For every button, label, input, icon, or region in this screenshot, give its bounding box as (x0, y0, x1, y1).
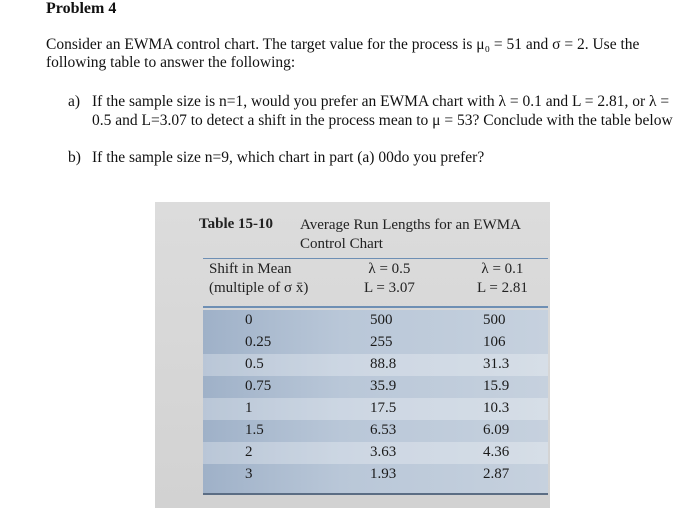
header-col2-line1: λ = 0.1 (481, 261, 524, 277)
cell-shift: 0.25 (245, 334, 272, 350)
table-number: Table 15-10 (199, 216, 274, 232)
header-col2-line2: L = 2.81 (477, 280, 528, 296)
table-top-rule (203, 258, 548, 259)
cell-shift: 1 (245, 400, 253, 416)
header-col-lambda-05 (364, 260, 415, 298)
cell-lambda-01: 31.3 (483, 356, 510, 372)
table-bottom-rule (203, 493, 548, 495)
question-b-text: If the sample size n=9, which chart in part (a) 00do you prefer? (92, 149, 485, 166)
cell-shift: 0.75 (245, 378, 272, 394)
cell-lambda-05: 1.93 (370, 466, 397, 482)
cell-shift: 0 (245, 312, 253, 328)
header-shift-line1: Shift in Mean (209, 261, 292, 277)
cell-lambda-05: 255 (370, 334, 393, 350)
cell-lambda-05: 17.5 (370, 400, 397, 416)
cell-lambda-05: 500 (370, 312, 393, 328)
table-photo (155, 202, 550, 508)
cell-lambda-05: 3.63 (370, 444, 397, 460)
cell-lambda-01: 10.3 (483, 400, 510, 416)
cell-lambda-01: 2.87 (483, 466, 510, 482)
cell-lambda-05: 35.9 (370, 378, 397, 394)
problem-title: Problem 4 (46, 0, 117, 17)
cell-lambda-05: 6.53 (370, 422, 397, 438)
header-shift (209, 260, 308, 298)
header-col1-line1: λ = 0.5 (368, 261, 411, 277)
question-b-label: b) (68, 149, 81, 166)
cell-lambda-05: 88.8 (370, 356, 397, 372)
cell-lambda-01: 6.09 (483, 422, 510, 438)
question-a-label: a) (68, 93, 81, 110)
cell-lambda-01: 15.9 (483, 378, 510, 394)
header-rule (203, 306, 548, 308)
cell-shift: 1.5 (245, 422, 264, 438)
table-title: Average Run Lengths for an EWMA Control Chart (300, 217, 521, 252)
cell-shift: 2 (245, 444, 253, 460)
cell-lambda-01: 4.36 (483, 444, 510, 460)
header-col-lambda-01 (477, 260, 528, 298)
cell-shift: 3 (245, 466, 253, 482)
cell-lambda-01: 500 (483, 312, 506, 328)
question-a-text: If the sample size is n=1, would you prefer an EWMA chart with λ = 0.1 and L = 2.81, or λ = 0.5 and L=3.07 to detect a shift in the process mean to μ = 53? Conclude with the table below (92, 93, 673, 129)
header-shift-line2: (multiple of σ x̄) (209, 280, 309, 296)
cell-shift: 0.5 (245, 356, 264, 372)
header-col1-line2: L = 3.07 (364, 280, 415, 296)
cell-lambda-01: 106 (483, 334, 506, 350)
problem-intro: Consider an EWMA control chart. The target value for the process is μ₀ = 51 and σ = 2. Use the following table to answer the following: (46, 36, 640, 71)
